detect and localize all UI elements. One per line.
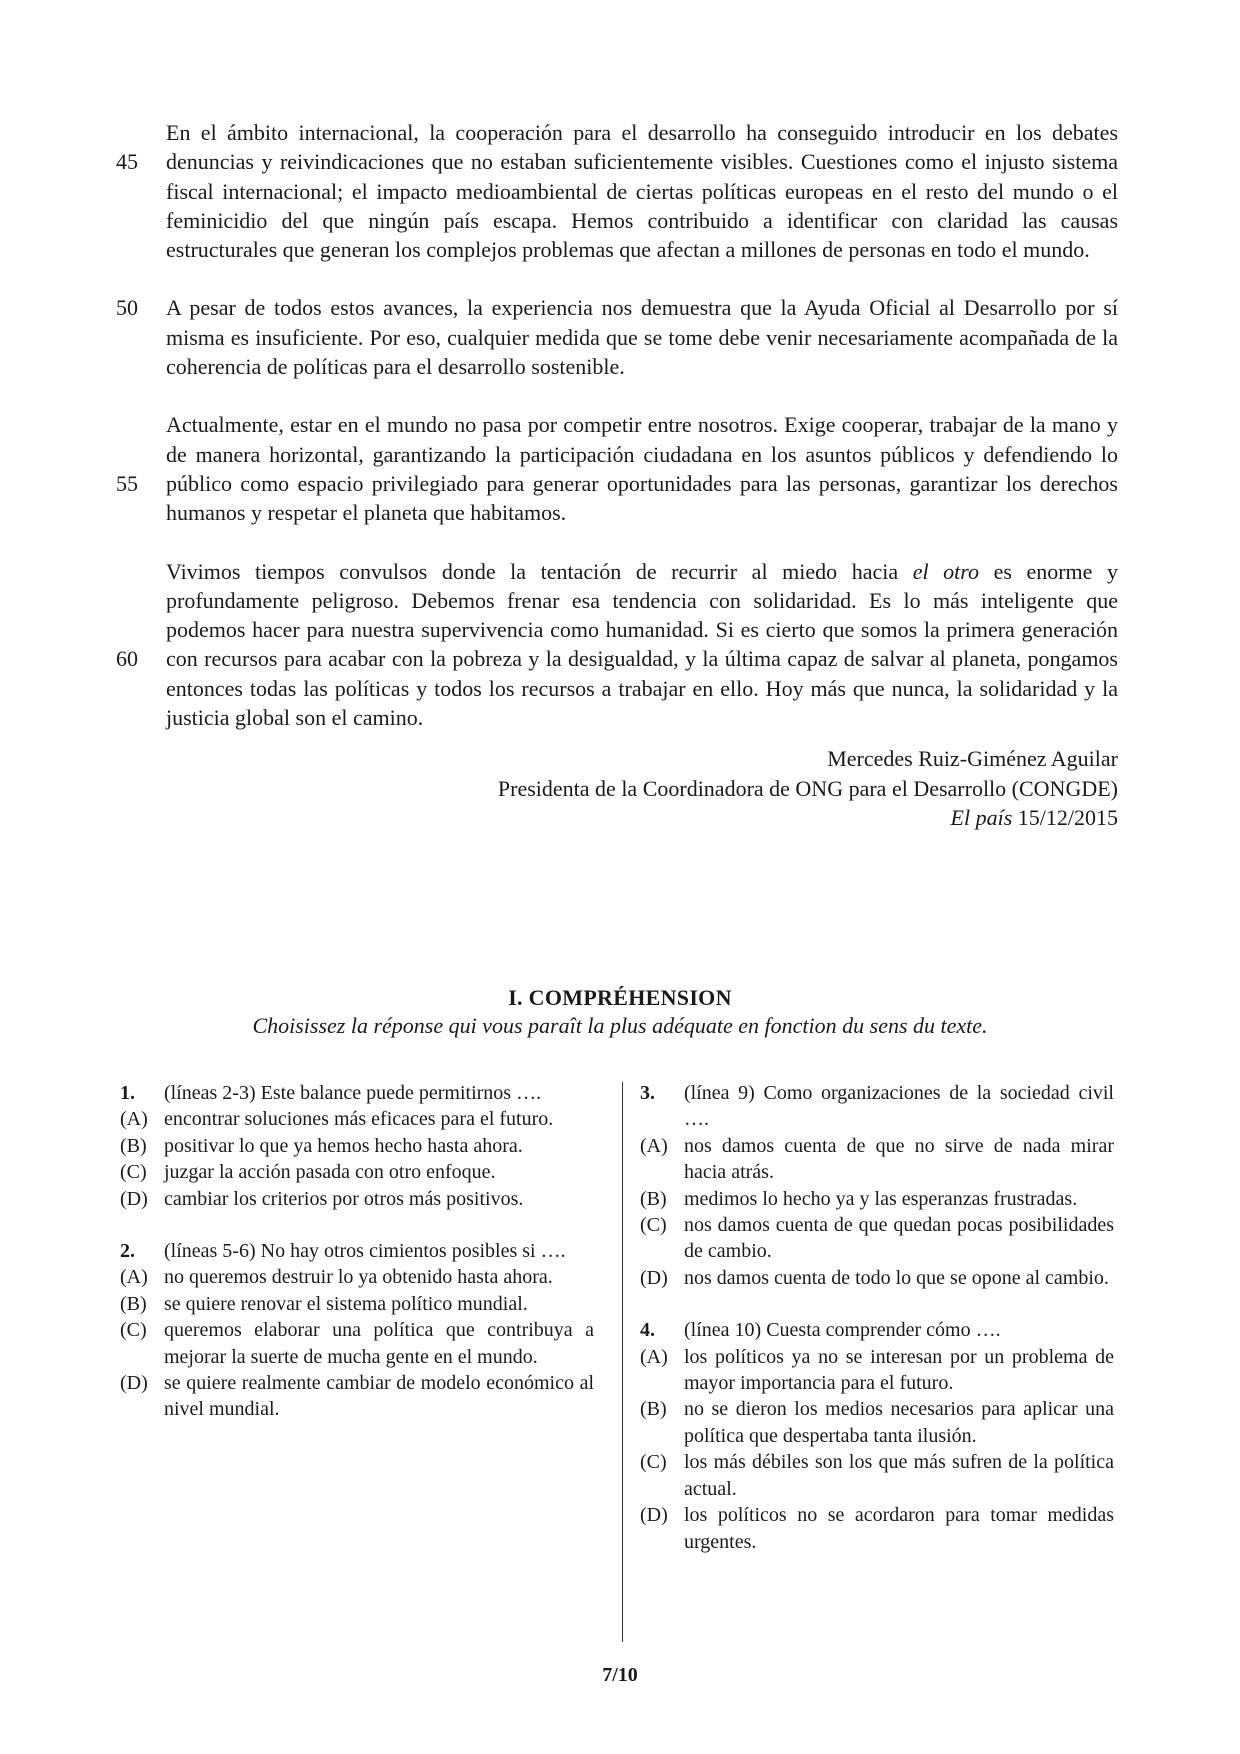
option-text: se quiere renovar el sistema político mundial. [164, 1292, 528, 1315]
source-date: 15/12/2015 [1017, 804, 1118, 830]
option-label: (C) [120, 1319, 147, 1342]
option-text: juzgar la acción pasada con otro enfoque. [164, 1161, 496, 1184]
option-d[interactable] [640, 1265, 1114, 1291]
option-label: (A) [120, 1108, 148, 1131]
option-label: (D) [640, 1266, 668, 1289]
author-role: Presidenta de la Coordinadora de ONG para el Desarrollo (CONGDE) [497, 775, 1118, 801]
option-text: nos damos cuenta de todo lo que se opone al cambio. [684, 1266, 1109, 1289]
question-prompt [640, 1317, 1114, 1343]
section-instruction: Choisissez la réponse qui vous paraît la plus adéquate en fonction du sens du texte. [252, 1013, 988, 1038]
option-label: (D) [120, 1187, 148, 1210]
source-name: El país [950, 804, 1013, 830]
option-a[interactable] [120, 1106, 594, 1132]
option-text: los políticos no se acordaron para tomar medidas urgentes. [684, 1504, 1114, 1553]
paragraph-4 [116, 557, 1119, 733]
question-text: (línea 9) Como organizaciones de la sociedad civil …. [684, 1082, 1114, 1131]
questions-right-column [640, 1080, 1114, 1581]
option-label: (D) [640, 1504, 668, 1527]
paragraph-text: En el ámbito internacional, la cooperación para el desarrollo ha conseguido introducir en los debates denuncias y reivindicaciones que no estaban suficientemente visibles. Cuestiones como el injusto sistema fiscal internacional; el impacto medioambiental de ciertas políticas europeas en el resto del mundo o el feminicidio del que ningún país escapa. Hemos contribuido a identificar con claridad las causas estructurales que generan los complejos problemas que afectan a millones de personas en todo el mundo. [166, 120, 1118, 263]
line-number: 55 [116, 470, 138, 496]
option-label: (B) [120, 1134, 147, 1157]
source-line [166, 803, 1118, 832]
question-2 [120, 1238, 594, 1423]
option-text: no queremos destruir lo ya obtenido hasta ahora. [164, 1266, 553, 1289]
questions-left-column [120, 1080, 594, 1449]
option-text: encontrar soluciones más eficaces para el futuro. [164, 1108, 554, 1131]
option-label: (D) [120, 1372, 148, 1395]
option-text: se quiere realmente cambiar de modelo económico al nivel mundial. [164, 1372, 594, 1421]
option-label: (B) [120, 1292, 147, 1315]
page-number: 7/10 [602, 1664, 638, 1686]
option-text: positivar lo que ya hemos hecho hasta ahora. [164, 1134, 523, 1157]
option-text: nos damos cuenta de que no sirve de nada mirar hacia atrás. [684, 1134, 1114, 1184]
option-text: queremos elaborar una política que contribuya a mejorar la suerte de mucha gente en el mundo. [164, 1319, 594, 1368]
line-number: 60 [116, 646, 138, 672]
option-c[interactable] [120, 1317, 594, 1370]
question-text: (línea 10) Cuesta comprender cómo …. [684, 1319, 1001, 1342]
question-3 [640, 1080, 1114, 1291]
option-label: (A) [640, 1134, 668, 1157]
question-text: (líneas 2-3) Este balance puede permitirnos …. [164, 1082, 542, 1104]
option-a[interactable] [120, 1264, 594, 1290]
option-c[interactable] [640, 1212, 1114, 1265]
paragraph-text: Actualmente, estar en el mundo no pasa por competir entre nosotros. Exige cooperar, trabajar de la mano y de manera horizontal, garantizando la participación ciudadana en los asuntos públicos y defendiendo lo público como espacio privilegiado para generar oportunidades para las personas, garantizar los derechos humanos y respetar el planeta que habitamos. [166, 412, 1118, 526]
paragraph-text [166, 557, 1118, 733]
section-title: I. COMPRÉHENSION [508, 985, 732, 1010]
column-divider [622, 1082, 623, 1642]
option-d[interactable] [120, 1186, 594, 1212]
option-label: (A) [120, 1266, 148, 1289]
option-text: medimos lo hecho ya y las esperanzas frustradas. [684, 1187, 1078, 1210]
option-label: (C) [640, 1451, 667, 1474]
paragraph-1 [116, 118, 1118, 264]
question-prompt [120, 1080, 594, 1106]
paragraph-text: A pesar de todos estos avances, la experiencia nos demuestra que la Ayuda Oficial al Desarrollo por sí misma es insuficiente. Por eso, cualquier medida que se tome debe venir necesariamente acompañada de la coherencia de políticas para el desarrollo sostenible. [166, 295, 1118, 380]
paragraph-2 [116, 293, 1118, 381]
option-label: (A) [640, 1345, 668, 1368]
option-text: los políticos ya no se interesan por un problema de mayor importancia para el futuro. [684, 1345, 1114, 1395]
signature-block [166, 744, 1118, 832]
line-number: 45 [116, 149, 138, 175]
italic-phrase: el otro [912, 558, 979, 584]
option-a[interactable] [640, 1344, 1114, 1397]
option-b[interactable] [120, 1133, 594, 1159]
option-label: (C) [120, 1161, 147, 1184]
article-text [116, 118, 1119, 832]
question-number: 4. [640, 1319, 655, 1342]
text-segment: es enorme y profundamente peligroso. Debemos frenar esa tendencia con solidaridad. Es lo más inteligente que podemos hacer para nuestra supervivencia como humanidad. Si es cierto que somos la primera generación con recursos para acabar con la pobreza y la desigualdad, y la última capaz de salvar al planeta, pongamos entonces todas las políticas y todos los recursos a trabajar en ello. Hoy más que nunca, la solidaridad y la justicia global son el camino. [166, 558, 1119, 731]
question-1 [120, 1080, 594, 1212]
option-b[interactable] [640, 1396, 1114, 1449]
option-d[interactable] [120, 1370, 594, 1423]
text-segment: Vivimos tiempos convulsos donde la tentación de recurrir al miedo hacia [166, 558, 913, 584]
option-b[interactable] [120, 1291, 594, 1317]
option-d[interactable] [640, 1502, 1114, 1555]
question-prompt [640, 1080, 1114, 1133]
line-number: 50 [116, 295, 138, 321]
question-number: 1. [120, 1082, 135, 1104]
option-c[interactable] [640, 1449, 1114, 1502]
question-text: (líneas 5-6) No hay otros cimientos posibles si …. [164, 1240, 566, 1263]
option-b[interactable] [640, 1186, 1114, 1212]
option-c[interactable] [120, 1159, 594, 1185]
author-name: Mercedes Ruiz-Giménez Aguilar [827, 746, 1118, 772]
option-text: cambiar los criterios por otros más positivos. [164, 1187, 524, 1210]
question-prompt [120, 1238, 594, 1264]
option-label: (B) [640, 1398, 667, 1421]
paragraph-3 [116, 410, 1118, 527]
option-label: (C) [640, 1214, 667, 1237]
question-number: 2. [120, 1240, 135, 1263]
option-text: los más débiles son los que más sufren de la política actual. [684, 1451, 1114, 1500]
option-a[interactable] [640, 1133, 1114, 1186]
question-4 [640, 1317, 1114, 1555]
option-text: no se dieron los medios necesarios para aplicar una política que despertaba tanta ilusión. [684, 1398, 1114, 1447]
option-text: nos damos cuenta de que quedan pocas posibilidades de cambio. [684, 1214, 1114, 1263]
option-label: (B) [640, 1187, 667, 1210]
question-number: 3. [640, 1082, 655, 1104]
